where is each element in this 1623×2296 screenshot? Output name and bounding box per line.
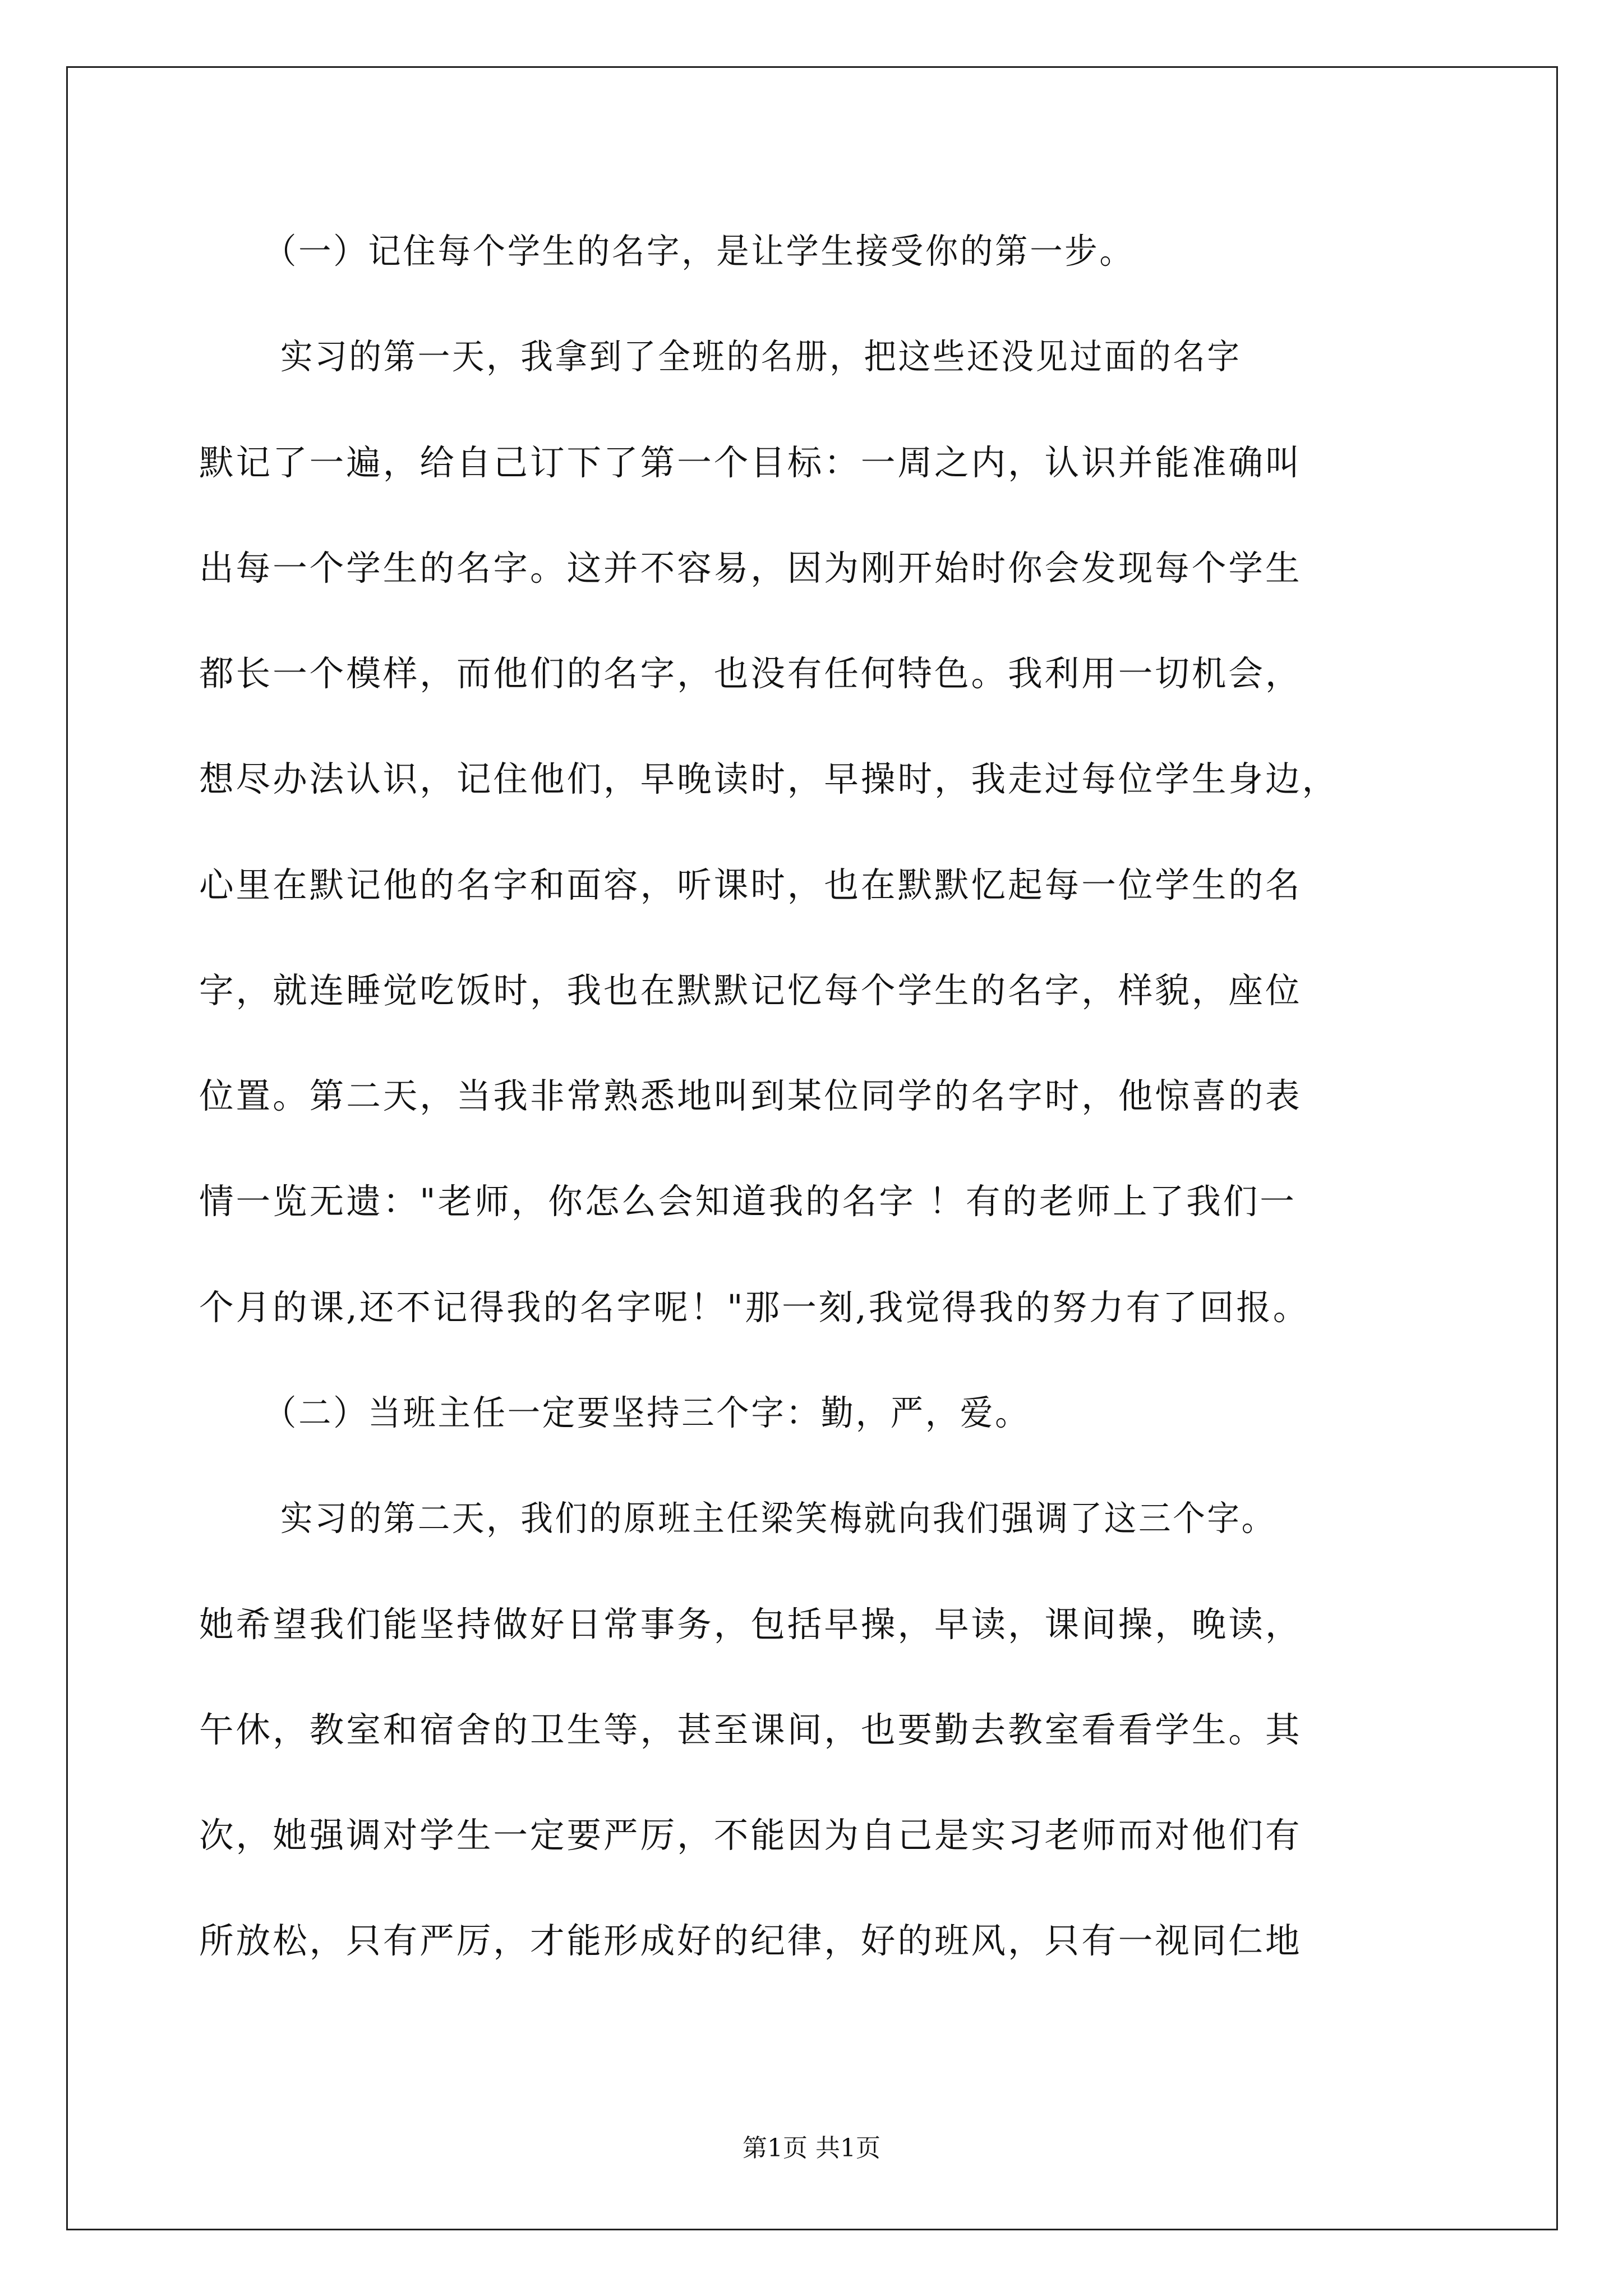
paragraph-line: 所放松，只有严厉，才能形成好的纪律，好的班风，只有一视同仁地 [199,1920,1302,1961]
page-border [66,66,1558,2230]
paragraph-line: 想尽办法认识，记住他们，早晚读时，早操时，我走过每位学生身边， [199,758,1339,799]
paragraph-line: 心里在默记他的名字和面容，听课时，也在默默忆起每一位学生的名 [199,864,1302,905]
paragraph-line: 都长一个模样，而他们的名字，也没有任何特色。我利用一切机会， [199,653,1302,694]
page-footer: 第1页 共1页 [743,2134,880,2162]
section-heading-1: （一）记住每个学生的名字，是让学生接受你的第一步。 [264,231,1135,272]
paragraph-line: 午休，教室和宿舍的卫生等，甚至课间，也要勤去教室看看学生。其 [199,1709,1302,1750]
paragraph-line: 出每一个学生的名字。这并不容易，因为刚开始时你会发现每个学生 [199,547,1302,588]
paragraph-line: 实习的第二天，我们的原班主任梁笑梅就向我们强调了这三个字。 [280,1498,1276,1539]
paragraph-line: 个月的课,还不记得我的名字呢！"那一刻,我觉得我的努力有了回报。 [199,1287,1310,1328]
paragraph-line: 她希望我们能坚持做好日常事务，包括早操，早读，课间操，晚读， [199,1604,1302,1645]
paragraph-line: 次，她强调对学生一定要严厉，不能因为自己是实习老师而对他们有 [199,1815,1302,1856]
paragraph-line: 默记了一遍，给自己订下了第一个目标：一周之内，认识并能准确叫 [199,442,1302,483]
paragraph-line: 字，就连睡觉吃饭时，我也在默默记忆每个学生的名字，样貌，座位 [199,970,1302,1011]
paragraph-line: 位置。第二天，当我非常熟悉地叫到某位同学的名字时，他惊喜的表 [199,1075,1302,1116]
section-heading-2: （二）当班主任一定要坚持三个字：勤，严，爱。 [264,1392,1030,1433]
paragraph-line: 实习的第一天，我拿到了全班的名册，把这些还没见过面的名字 [280,336,1242,377]
paragraph-line: 情一览无遗："老师，你怎么会知道我的名字 ！有的老师上了我们一 [199,1181,1297,1222]
